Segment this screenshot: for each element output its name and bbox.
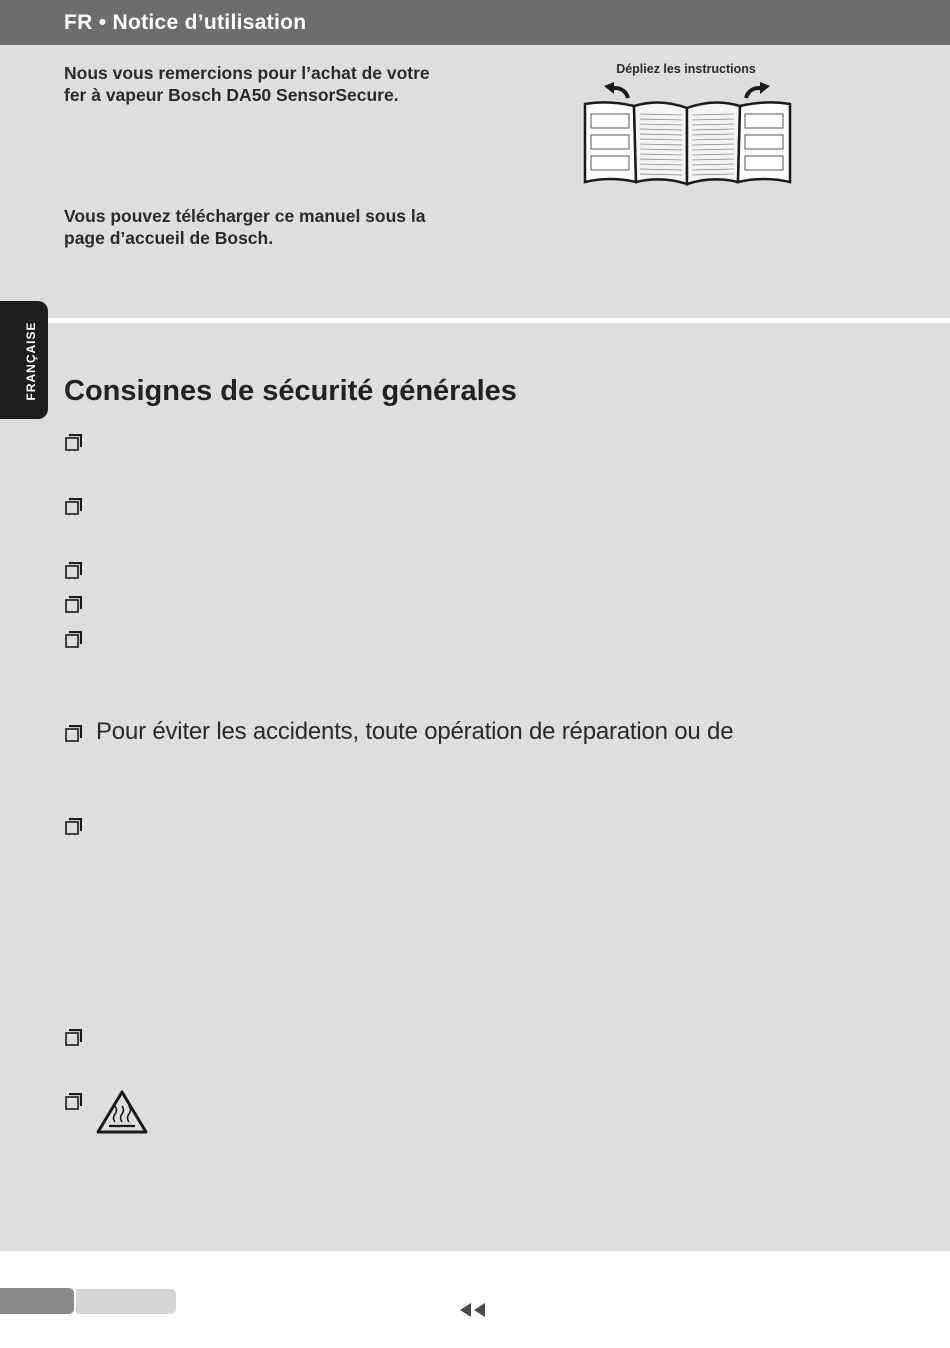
section-title: Consignes de sécurité générales xyxy=(64,375,517,407)
intro-download-text xyxy=(64,205,484,249)
checkbox-icon xyxy=(65,1093,82,1110)
checkbox-icon xyxy=(65,818,82,835)
language-side-tab-label: FRANÇAISE xyxy=(24,321,38,401)
intro-download-line: page d’accueil de Bosch. xyxy=(64,228,274,248)
checkbox-icon xyxy=(65,1029,82,1046)
footer-tab xyxy=(76,1289,176,1314)
intro-thanks-text xyxy=(64,62,484,106)
safety-item-text: Pour éviter les accidents, toute opération de réparation ou de xyxy=(96,718,734,745)
intro-thanks-line: fer à vapeur Bosch DA50 SensorSecure. xyxy=(64,85,399,105)
checkbox-icon xyxy=(65,434,82,451)
header-bar xyxy=(0,0,950,45)
double-chevron-left-icon[interactable] xyxy=(460,1302,488,1318)
fold-instructions-label: Dépliez les instructions xyxy=(616,62,756,76)
unfold-instructions-book-icon xyxy=(580,82,795,188)
checkbox-icon xyxy=(65,498,82,515)
checkbox-icon xyxy=(65,562,82,579)
checkbox-icon xyxy=(65,631,82,648)
checkbox-icon xyxy=(65,596,82,613)
intro-thanks-line: Nous vous remercions pour l’achat de votre xyxy=(64,63,430,83)
hot-surface-warning-icon xyxy=(95,1089,149,1135)
footer-tab-current xyxy=(0,1288,74,1314)
checkbox-icon xyxy=(65,725,82,742)
intro-download-line: Vous pouvez télécharger ce manuel sous la xyxy=(64,206,426,226)
header-title: FR • Notice d’utilisation xyxy=(64,11,307,34)
